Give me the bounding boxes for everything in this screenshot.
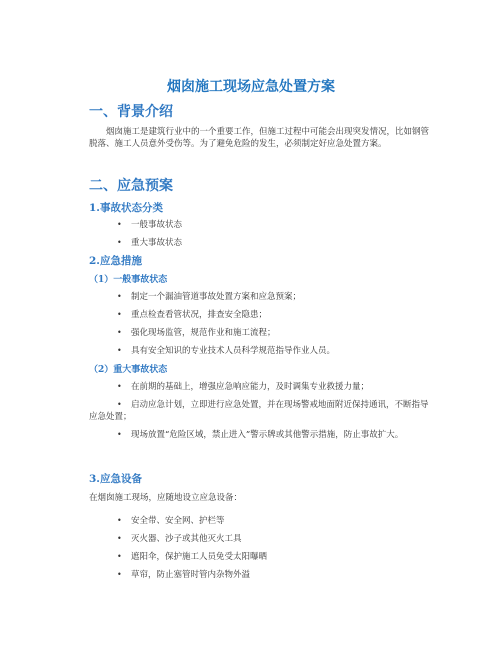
list-item: • 具有安全知识的专业技术人员科学规范指导作业人员。 <box>117 346 336 356</box>
list-item: • 启动应急计划，立即进行应急处置，并在现场警戒地面附近保持通讯，不断指导应急处置； <box>89 400 429 422</box>
major-accident-list <box>89 381 429 447</box>
bullet-icon: • <box>117 310 122 319</box>
section-heading-background: 一、背景介绍 <box>89 104 173 120</box>
list-item: • 强化现场监管，规范作业和施工流程； <box>117 328 276 338</box>
subheading-emergency-measures: 2.应急措施 <box>89 255 142 267</box>
subheading-accident-classification: 1.事故状态分类 <box>89 202 163 214</box>
subheading-general-accident: （1）一般事故状态 <box>89 275 168 285</box>
list-item: • 重大事故状态 <box>117 238 183 248</box>
bullet-icon: • <box>117 400 122 409</box>
bullet-icon: • <box>117 346 122 355</box>
general-accident-list <box>89 291 429 363</box>
subheading-emergency-equipment: 3.应急设备 <box>89 473 142 485</box>
bullet-icon: • <box>117 328 122 337</box>
list-item: • 现场放置“危险区域，禁止进入”警示牌或其他警示措施，防止事故扩大。 <box>117 430 404 440</box>
list-item: • 安全带、安全网、护栏等 <box>117 516 225 526</box>
equipment-intro: 在烟囱施工现场，应随地设立应急设备： <box>89 493 243 503</box>
bullet-icon: • <box>117 534 122 543</box>
bullet-icon: • <box>117 238 122 247</box>
background-paragraph: 烟囱施工是建筑行业中的一个重要工作，但施工过程中可能会出现突发情况，比如钢管脱落、施工人员意外受伤等。为了避免危险的发生，必须制定好应急处置方案。 <box>89 127 430 149</box>
list-item: • 制定一个漏油管道事故处置方案和应急预案； <box>117 292 302 302</box>
equipment-list <box>89 515 429 587</box>
bullet-icon: • <box>117 220 122 229</box>
bullet-icon: • <box>117 516 122 525</box>
section-heading-plan: 二、应急预案 <box>89 178 173 194</box>
bullet-icon: • <box>117 430 122 439</box>
bullet-icon: • <box>117 382 122 391</box>
list-item: • 重点检查看管状况，排查安全隐患； <box>117 310 268 320</box>
list-item: • 一般事故状态 <box>117 220 183 230</box>
subheading-major-accident: （2）重大事故状态 <box>89 365 168 375</box>
list-item: • 在前期的基础上，增强应急响应能力，及时调集专业救援力量； <box>117 382 370 392</box>
bullet-icon: • <box>117 570 122 579</box>
bullet-icon: • <box>117 552 122 561</box>
list-item: • 灭火器、沙子或其他灭火工具 <box>117 534 242 544</box>
list-item: • 草帘，防止塞管时管内杂物外溢 <box>117 570 251 580</box>
page-title: 烟囱施工现场应急处置方案 <box>167 79 335 95</box>
accident-classification-list <box>89 219 429 255</box>
list-item: • 遮阳伞，保护施工人员免受太阳曝晒 <box>117 552 268 562</box>
bullet-icon: • <box>117 292 122 301</box>
